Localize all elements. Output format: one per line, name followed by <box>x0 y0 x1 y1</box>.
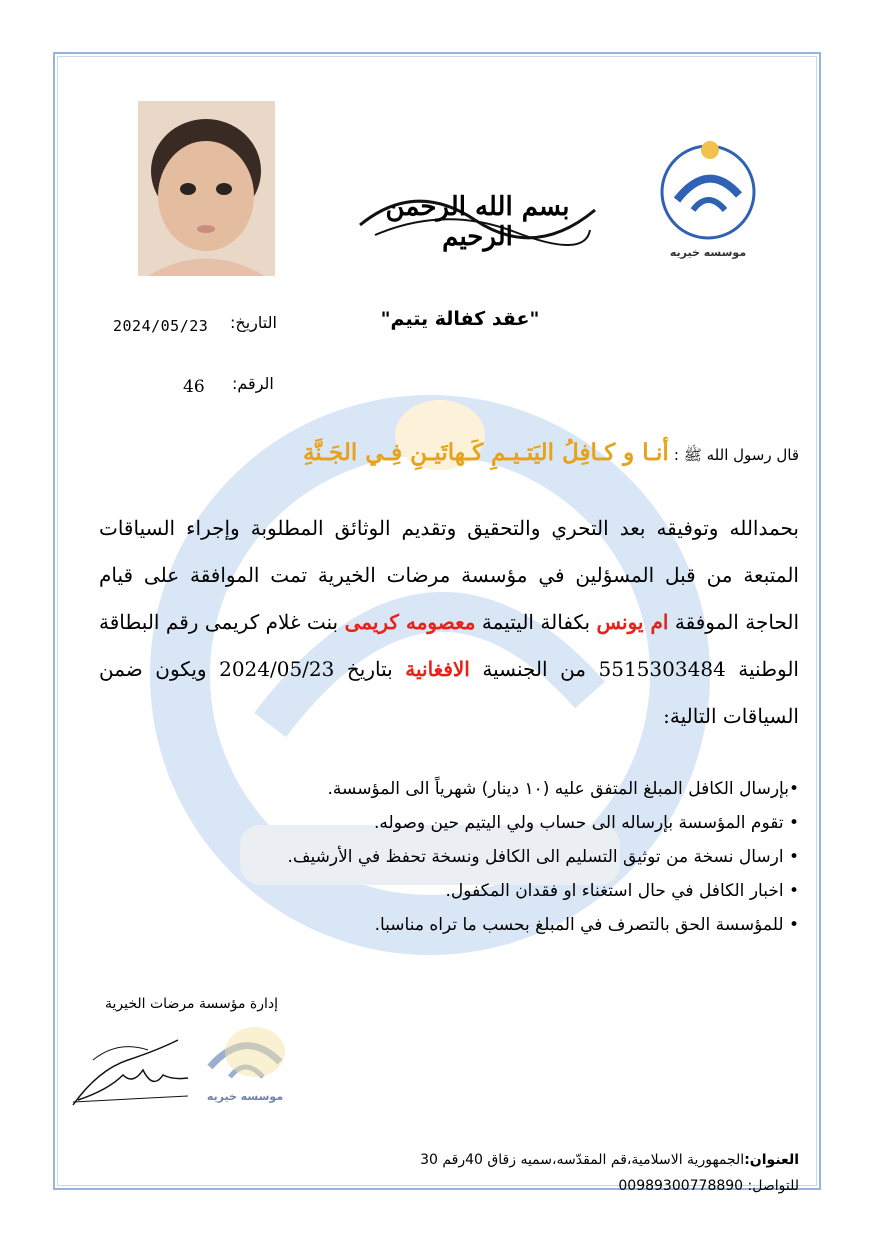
stamp-caption: موسسه خيريه <box>206 1090 284 1103</box>
body-part-4: بتاريخ 2024/05/23 ويكون ضمن السياقات التالية: <box>99 657 799 728</box>
date-value: 2024/05/23 <box>113 317 209 335</box>
logo-caption: موسسه خيريه <box>669 246 747 259</box>
contract-body <box>99 505 799 740</box>
body-part-3: بنت غلام كريمى رقم البطاقة الوطنية 5515303484 من الجنسية <box>99 610 799 681</box>
nationality: الافغانية <box>405 657 470 681</box>
signature <box>68 1030 193 1110</box>
term-item: • تقوم المؤسسة بإرساله الى حساب ولي اليتيم حين وصوله. <box>374 813 799 833</box>
term-item: • اخبار الكافل في حال استغناء او فقدان المكفول. <box>445 881 799 901</box>
hadith-intro: قال رسول الله ﷺ : <box>673 446 799 464</box>
body-part-2: بكفالة اليتيمة <box>481 610 591 634</box>
date-label: التاريخ: <box>230 313 277 332</box>
term-item: • للمؤسسة الحق بالتصرف في المبلغ بحسب ما تراه مناسبا. <box>374 915 799 935</box>
number-label: الرقم: <box>232 374 274 393</box>
organization-stamp <box>195 1022 295 1104</box>
address <box>420 1152 799 1168</box>
terms-list <box>99 772 799 942</box>
contact <box>618 1178 799 1194</box>
contact-label: للتواصل: <box>747 1178 799 1194</box>
term-item: • ارسال نسخة من توثيق التسليم الى الكافل ونسخة تحفظ في الأرشيف. <box>287 847 799 867</box>
contact-value: 00989300778890 <box>618 1178 744 1194</box>
body-part-1: بحمدالله وتوفيقه بعد التحري والتحقيق وتقديم الوثائق المطلوبة وإجراء السياقات المتبعة من قبل المسؤلين في مؤسسة مرضات الخيرية تمت الموافقة على قيام الحاجة الموفقة <box>99 516 800 634</box>
address-value: الجمهورية الاسلامية،قم المقدّسه،سميه زقاق 40رقم 30 <box>420 1152 745 1168</box>
organization-logo <box>655 140 761 260</box>
basmala <box>355 170 600 250</box>
address-label: العنوان: <box>744 1152 799 1168</box>
hadith-text: أنـا و كـافِلُ اليَتـيـمِ كَـهاتَيـنِ فِـي الجَـنَّةِ <box>302 439 669 466</box>
document-title: "عقد كفالة يتيم" <box>380 308 540 330</box>
signature-label: إدارة مؤسسة مرضات الخيرية <box>105 996 279 1012</box>
sponsor-name: ام يونس <box>596 610 669 634</box>
hadith <box>99 439 799 468</box>
term-item: •بإرسال الكافل المبلغ المتفق عليه (١٠ دينار) شهرياً الى المؤسسة. <box>327 779 799 799</box>
basmala-text: بسم الله الرحمن الرحيم <box>385 192 570 252</box>
orphan-name: معصومه كريمى <box>344 610 476 634</box>
number-value: 46 <box>183 377 205 397</box>
child-photo <box>138 101 275 276</box>
